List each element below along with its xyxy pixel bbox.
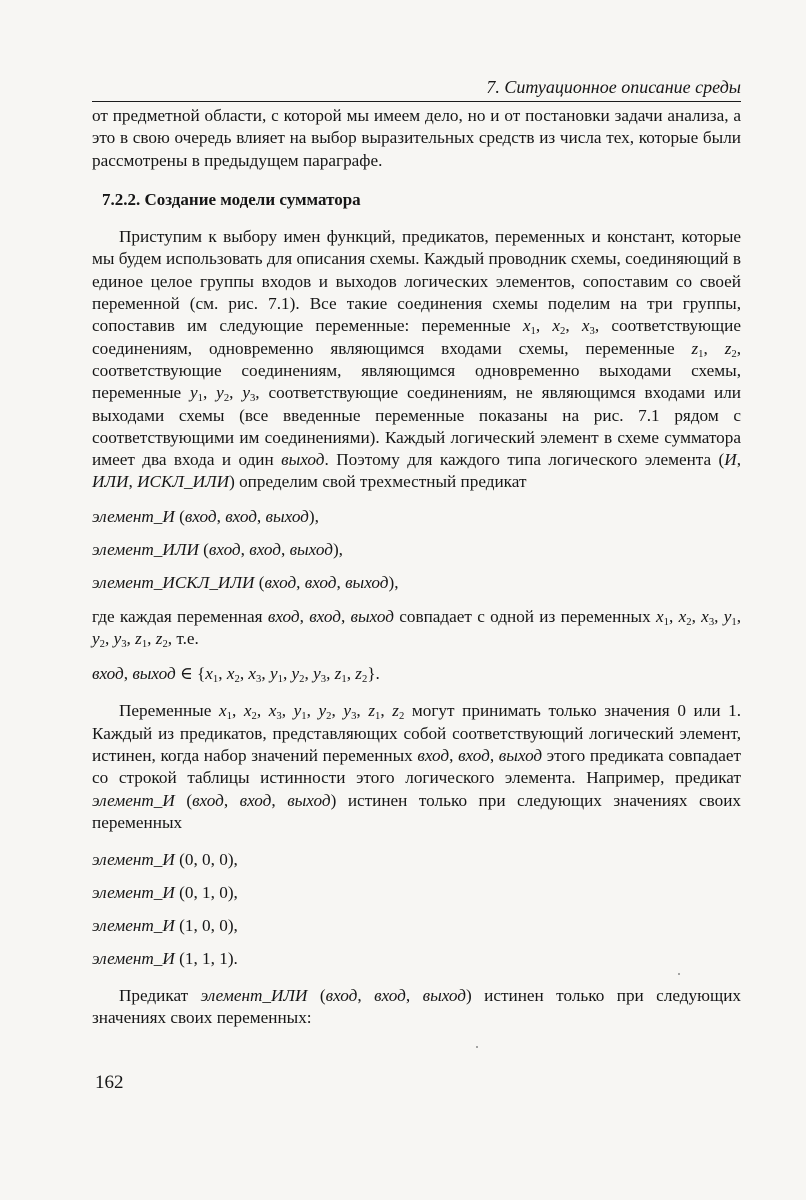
scan-speck — [476, 1046, 478, 1048]
truth-row: элемент_И (1, 0, 0), — [92, 916, 238, 936]
section-heading: 7.2.2. Создание модели сумматора — [102, 189, 361, 209]
page-body — [92, 105, 741, 1030]
truth-row: элемент_И (0, 1, 0), — [92, 883, 238, 903]
header-rule — [92, 101, 741, 102]
predicate-xor: элемент_ИСКЛ_ИЛИ (вход, вход, выход), — [92, 572, 399, 592]
intro-paragraph: от предметной области, с которой мы имеем дело, но и от постановки задачи анализа, а это в свою очередь влияет на выбор выразительных средств из числа тех, которые были рассмотрены в предыдущем параграфе. — [92, 106, 741, 170]
running-title: 7. Ситуационное описание среды — [486, 77, 741, 97]
paragraph-truth: Переменные $x_1$, $x_2$, $x_3$, $y_1$, $y_2$, $y_3$, $z_1$, $z_2$ могут принимать только значения 0 или 1. Каждый из предикатов, представляющих собой соответствующий логический элемент, истинен, когда набор значений переменных вход, вход, выход этого предиката совпадает со строкой таблицы истинности этого логического элемента. Например, предикат элемент_И (вход, вход, выход) истинен только при следующих значениях своих переменных — [92, 701, 742, 832]
predicate-and: элемент_И (вход, вход, выход), — [92, 506, 319, 526]
closing-paragraph: Предикат элемент_ИЛИ (вход, вход, выход) истинен только при следующих значениях своих переменных: — [92, 986, 741, 1028]
truth-row: элемент_И (1, 1, 1). — [92, 949, 238, 969]
membership-formula: вход, выход ∈ {$x_1$, $x_2$, $x_3$, $y_1$, $y_2$, $y_3$, $z_1$, $z_2$}. — [92, 664, 380, 686]
paragraph-variables: Приступим к выбору имен функций, предикатов, переменных и констант, которые мы будем использовать для описания схемы. Каждый проводник схемы, соединяющий в единое целое группы входов и выходов логических элементов, сопоставим со своей переменной (см. рис. 7.1). Все такие соединения схемы поделим на три группы, сопоставив им следующие переменные: переменные $x_1$, $x_2$, $x_3$, соответствующие соединениям, одновременно являющимся входами схемы, переменные $z_1$, $z_2$, соответствующие соединениям, являющимся одновременно выходами схемы, переменные $y_1$, $y_2$, $y_3$, соответствующие соединениям, не являющимся входами или выходами схемы (все введенные переменные показаны на рис. 7.1 рядом с соответствующими им соединениями). Каждый логический элемент в схеме сумматора имеет два входа и один выход. Поэтому для каждого типа логического элемента (И, ИЛИ, ИСКЛ_ИЛИ) определим свой трехместный предикат — [92, 227, 742, 492]
truth-row: элемент_И (0, 0, 0), — [92, 850, 238, 870]
where-paragraph: где каждая переменная вход, вход, выход совпадает с одной из переменных $x_1$, $x_2$, $x_3$, $y_1$, $y_2$, $y_3$, $z_1$, $z_2$, т.е. — [92, 606, 742, 651]
predicate-or: элемент_ИЛИ (вход, вход, выход), — [92, 539, 343, 559]
page-number: 162 — [95, 1072, 124, 1093]
scan-speck — [678, 973, 680, 975]
